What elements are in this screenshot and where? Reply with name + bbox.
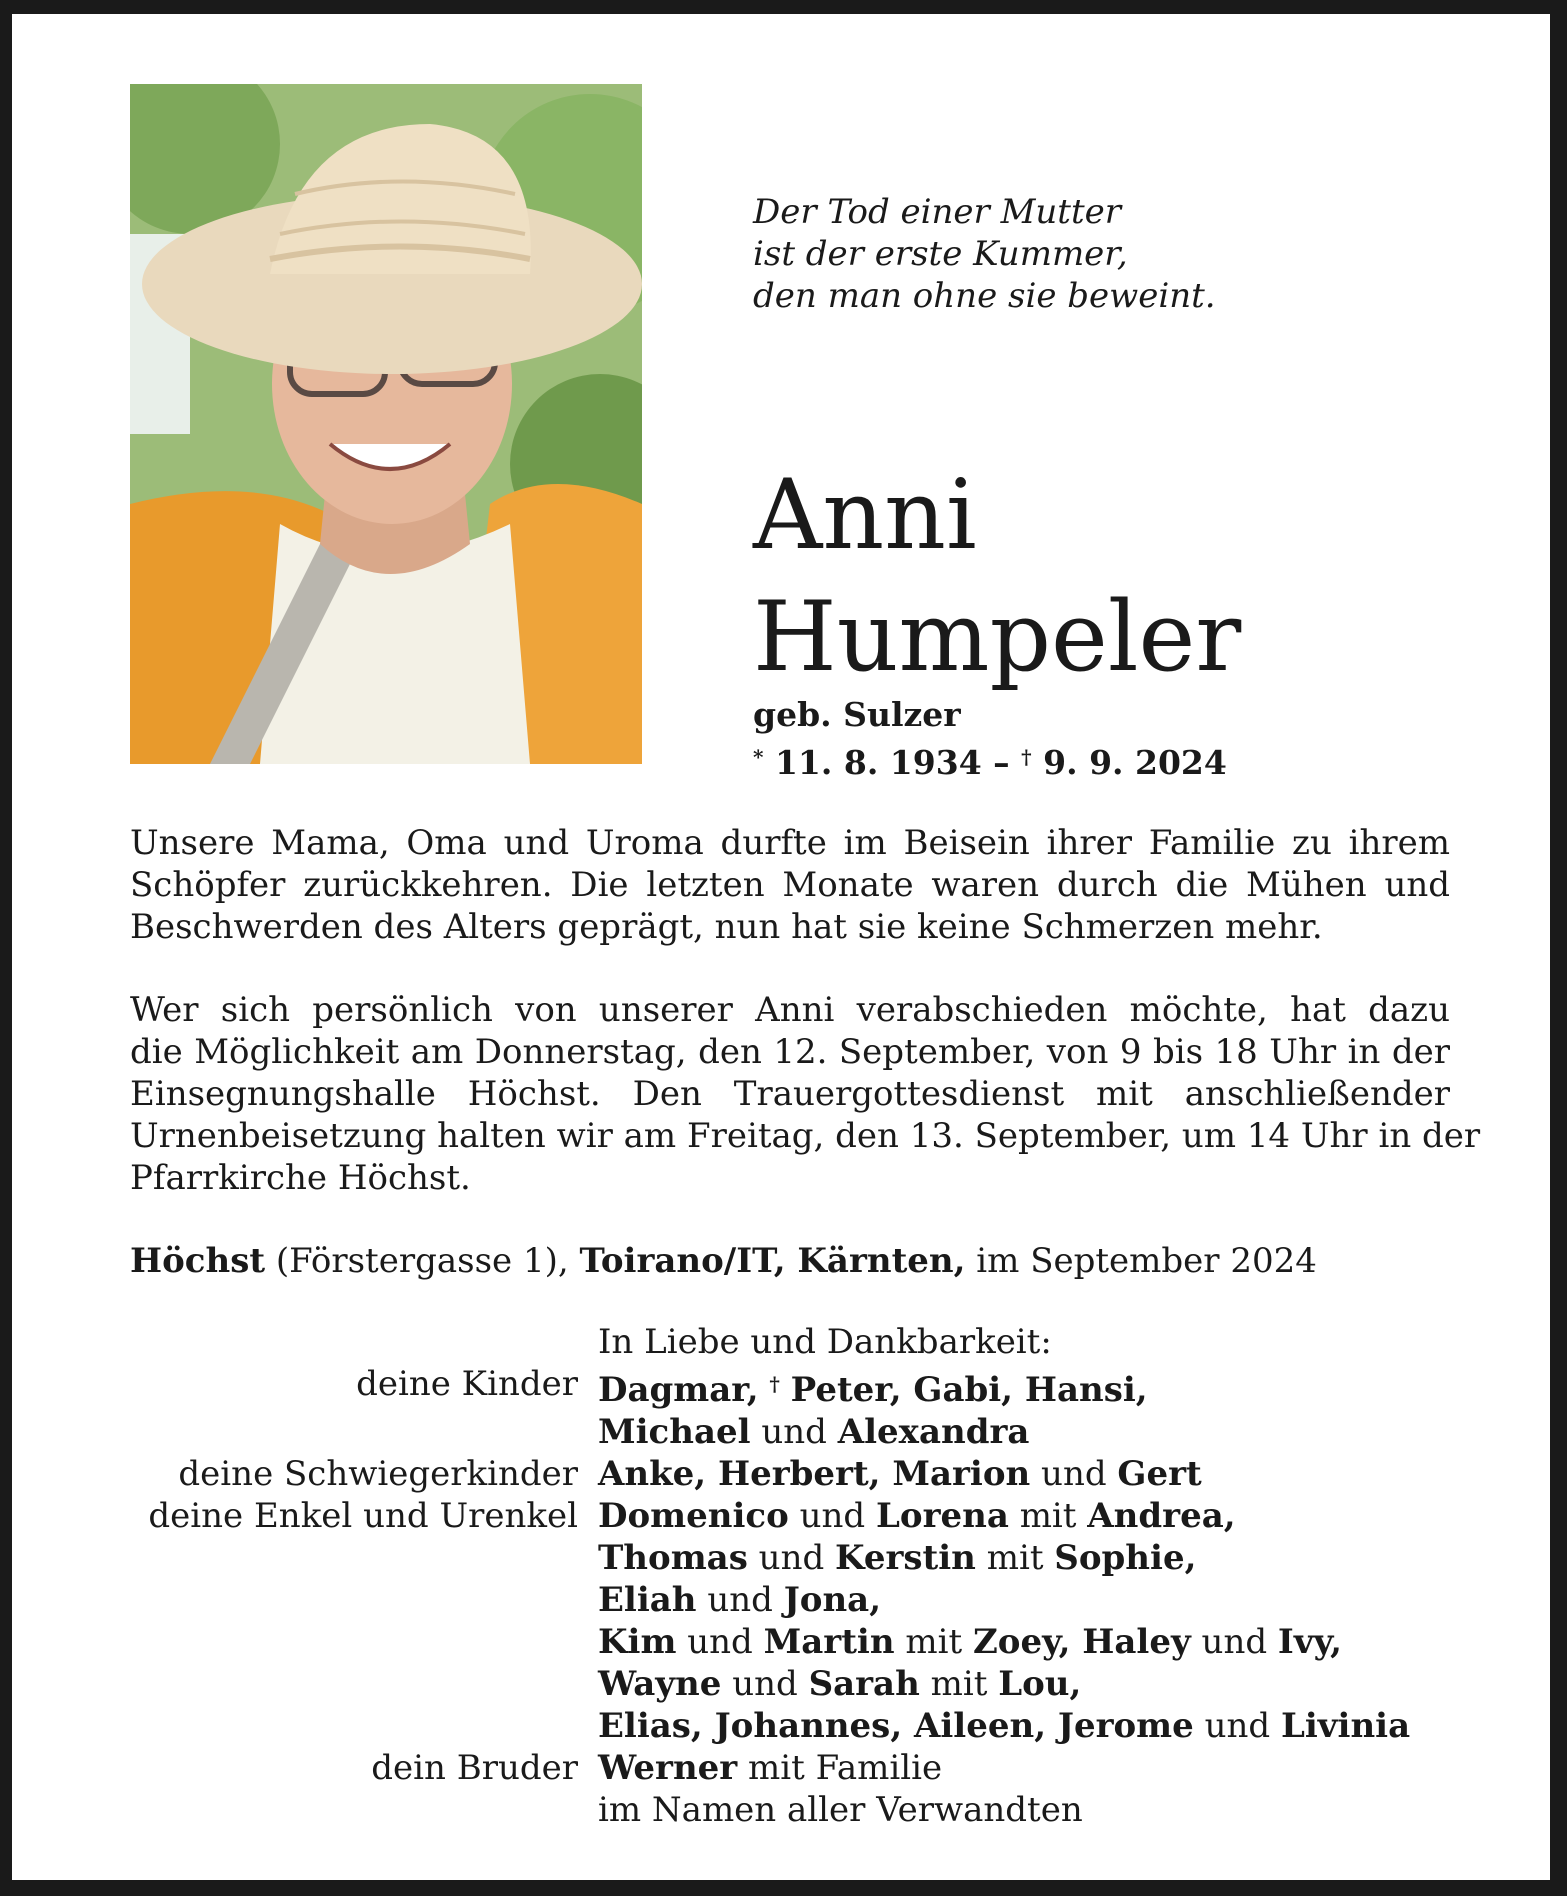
family-name: Martin (763, 1622, 895, 1662)
maiden-name: geb. Sulzer (753, 695, 961, 734)
family-row-closing (130, 1789, 1450, 1831)
family-name: Ivy, (1277, 1622, 1342, 1662)
family-name: Dagmar, (598, 1370, 759, 1410)
family-name: Werner (598, 1748, 738, 1788)
family-name: Peter, Gabi, Hansi, (790, 1370, 1148, 1410)
conjunction: und (732, 1664, 798, 1704)
conjunction: und (1204, 1706, 1271, 1746)
family-name: Sarah (808, 1664, 920, 1704)
family-name: Michael (598, 1412, 751, 1452)
first-name: Anni (753, 459, 977, 571)
family-name: Jona, (783, 1580, 882, 1620)
family-label: deine Kinder (356, 1364, 578, 1404)
death-date: 9. 9. 2024 (1043, 743, 1227, 782)
family-name: Thomas (598, 1538, 748, 1578)
conjunction: und (799, 1496, 866, 1536)
quote-line: ist der erste Kummer, (753, 234, 1128, 274)
paragraph-line: Beschwerden des Alters geprägt, nun hat sie keine Schmerzen mehr. (130, 907, 1323, 947)
conjunction: mit (1019, 1496, 1077, 1536)
conjunction: mit (930, 1664, 988, 1704)
paragraph-line: Einsegnungshalle Höchst. Den Trauergottesdienst mit anschließender (130, 1074, 1450, 1114)
place-date-line (130, 1240, 1317, 1282)
family-label: dein Bruder (371, 1748, 578, 1788)
date: im September 2024 (965, 1241, 1317, 1281)
family-name: Kerstin (835, 1538, 976, 1578)
family-label: deine Enkel und Urenkel (148, 1496, 578, 1536)
obituary-page (12, 14, 1550, 1880)
family-name: Lou, (998, 1664, 1082, 1704)
family-intro: In Liebe und Dankbarkeit: (598, 1322, 1052, 1362)
family-row-grandchildren-cont (130, 1663, 1450, 1705)
paragraph-line: die Möglichkeit am Donnerstag, den 12. September, von 9 bis 18 Uhr in der (130, 1032, 1450, 1072)
quote (753, 191, 1216, 317)
family-list (130, 1321, 1450, 1831)
quote-line: den man ohne sie beweint. (753, 276, 1216, 316)
paragraph-line: Pfarrkirche Höchst. (130, 1158, 471, 1198)
date-separator: – (993, 743, 1010, 782)
family-name: Eliah (598, 1580, 697, 1620)
family-name: Livinia (1280, 1706, 1411, 1746)
paragraph-line: Unsere Mama, Oma und Uroma durfte im Beisein ihrer Familie zu ihrem (130, 823, 1450, 863)
conjunction: und (761, 1412, 827, 1452)
family-row-grandchildren-cont (130, 1621, 1450, 1663)
family-name: Domenico (598, 1496, 789, 1536)
life-dates (753, 736, 1227, 784)
family-row-grandchildren-cont (130, 1705, 1450, 1747)
birth-symbol: * (753, 745, 764, 769)
conjunction: und (1041, 1454, 1107, 1494)
paragraph-ceremony (130, 989, 1481, 1199)
family-name: Sophie, (1054, 1538, 1197, 1578)
conjunction: und (707, 1580, 773, 1620)
portrait-photo (130, 84, 642, 764)
family-name: Elias, Johannes, Aileen, Jerome (598, 1706, 1194, 1746)
family-intro-row (130, 1321, 1450, 1363)
family-row-inlaws (130, 1453, 1450, 1495)
family-name: Gert (1117, 1454, 1202, 1494)
family-row-grandchildren-cont (130, 1537, 1450, 1579)
family-name: Andrea, (1087, 1496, 1236, 1536)
conjunction: und (687, 1622, 753, 1662)
family-name: Kim (598, 1622, 677, 1662)
death-symbol: † (1021, 745, 1032, 769)
family-row-brother (130, 1747, 1450, 1789)
family-name: Lorena (875, 1496, 1009, 1536)
portrait-illustration (130, 84, 642, 764)
last-name: Humpeler (753, 581, 1242, 693)
family-name: Zoey, Haley (972, 1622, 1191, 1662)
family-row-children (130, 1363, 1450, 1411)
conjunction: mit (986, 1538, 1044, 1578)
family-closing: im Namen aller Verwandten (598, 1790, 1083, 1830)
family-name: Alexandra (837, 1412, 1030, 1452)
conjunction: und (758, 1538, 825, 1578)
paragraph-line: Urnenbeisetzung halten wir am Freitag, den 13. September, um 14 Uhr in der (130, 1116, 1481, 1156)
address: (Förstergasse 1), (265, 1241, 580, 1281)
paragraph-announcement (130, 822, 1450, 948)
place-others: Toirano/IT, Kärnten, (579, 1241, 966, 1281)
conjunction: mit (905, 1622, 963, 1662)
deceased-name (753, 454, 1241, 698)
paragraph-line: Schöpfer zurückkehren. Die letzten Monate waren durch die Mühen und (130, 865, 1450, 905)
paragraph-line: Wer sich persönlich von unserer Anni verabschieden möchte, hat dazu (130, 990, 1450, 1030)
family-row-grandchildren (130, 1495, 1450, 1537)
family-label: deine Schwiegerkinder (178, 1454, 578, 1494)
conjunction: und (1201, 1622, 1268, 1662)
family-name: Anke, Herbert, Marion (598, 1454, 1031, 1494)
family-row-children-cont (130, 1411, 1450, 1453)
family-name: Wayne (598, 1664, 722, 1704)
family-row-grandchildren-cont (130, 1579, 1450, 1621)
birth-date: 11. 8. 1934 (774, 743, 982, 782)
quote-line: Der Tod einer Mutter (753, 192, 1122, 232)
family-suffix: mit Familie (748, 1748, 943, 1788)
deceased-symbol: † (769, 1372, 780, 1396)
place-hoechst: Höchst (130, 1241, 266, 1281)
